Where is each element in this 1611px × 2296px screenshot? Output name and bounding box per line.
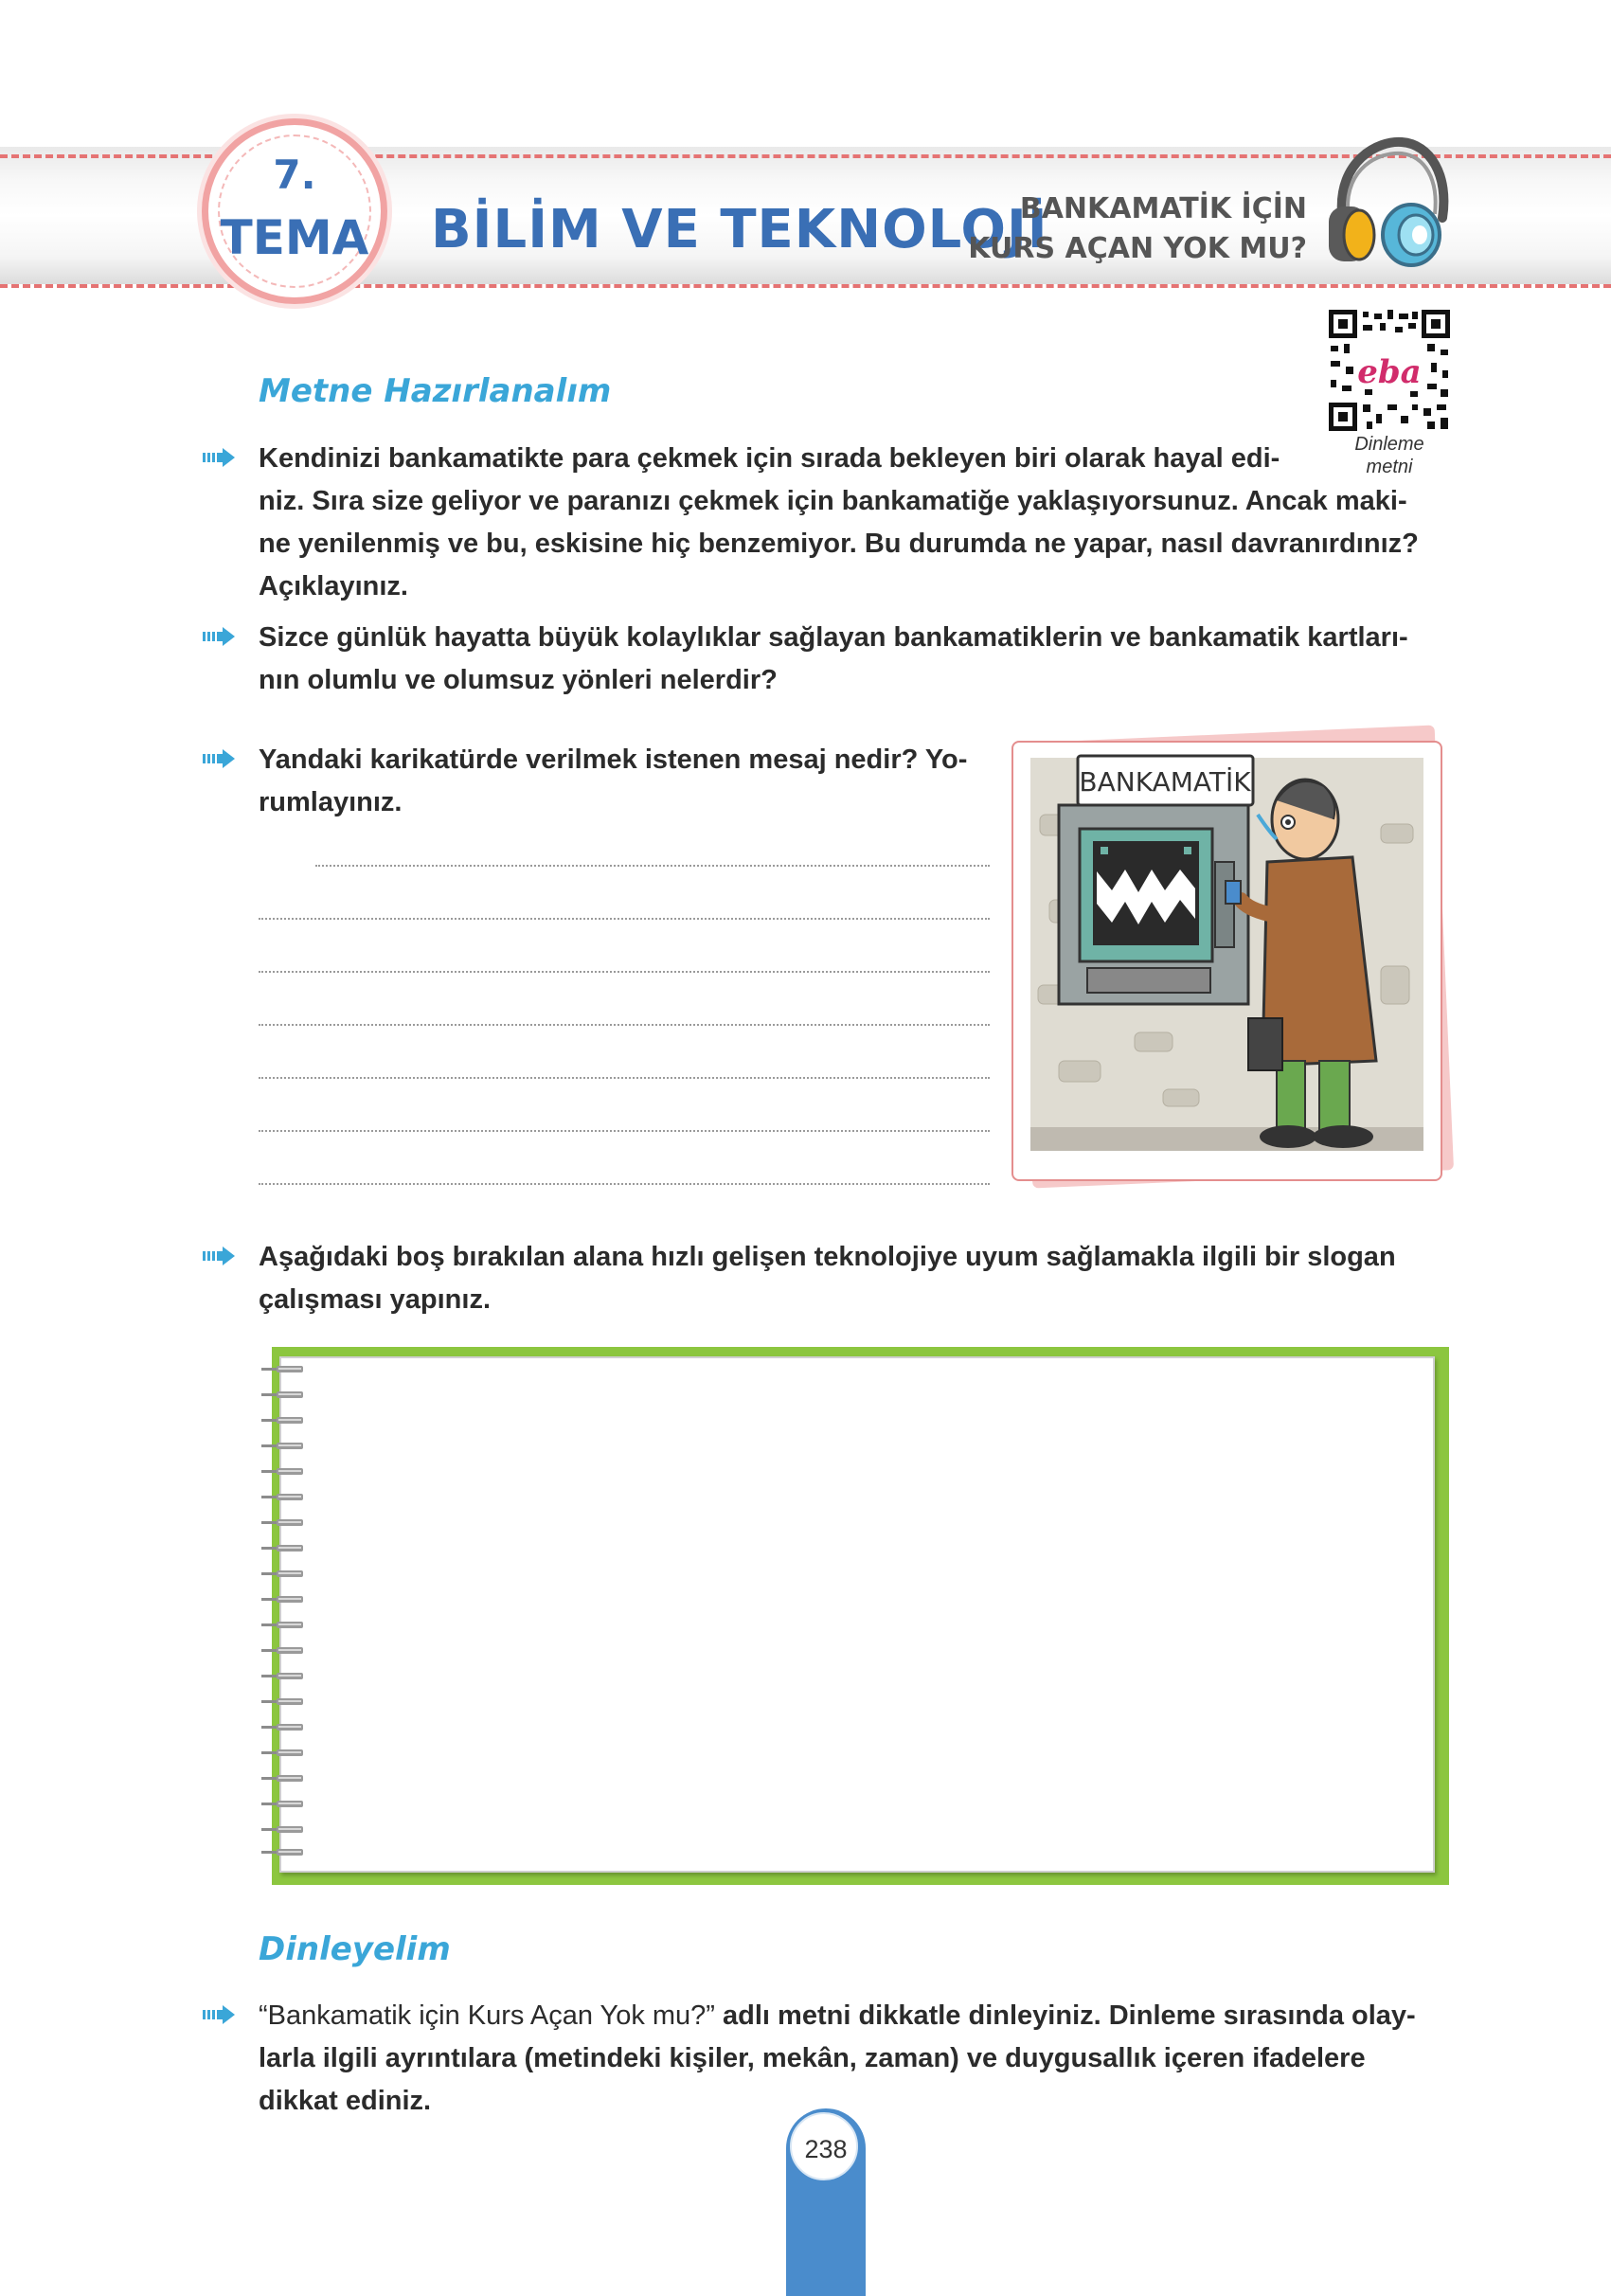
question-3-line2: rumlayınız. — [259, 787, 403, 817]
arrow-bullet-icon — [203, 748, 237, 769]
tema-number: 7. — [273, 152, 316, 198]
question-1-line4: Açıklayınız. — [259, 571, 408, 601]
section-heading-metne-hazirlanalim: Metne Hazırlanalım — [259, 372, 612, 410]
question-4-line2: çalışması yapınız. — [259, 1284, 492, 1315]
question-1-line2: niz. Sıra size geliyor ve paranızı çekmek için bankamatiğe yaklaşıyorsunuz. Ancak maki- — [259, 486, 1407, 516]
slogan-writing-area[interactable] — [279, 1356, 1435, 1873]
listening-instruction-line1 — [259, 1995, 1450, 2037]
question-4-line1: Aşağıdaki boş bırakılan alana hızlı gelişen teknolojiye uyum sağlamakla ilgili bir slogan — [259, 1242, 1396, 1272]
question-1-line1: Kendinizi bankamatikte para çekmek için sırada bekleyen biri olarak hayal edi- — [259, 443, 1280, 474]
headphones-icon — [1321, 133, 1454, 275]
question-3-line1: Yandaki karikatürde verilmek istenen mesaj nedir? Yo- — [259, 744, 968, 775]
tema-word: TEMA — [220, 210, 369, 265]
section-heading-dinleyelim: Dinleyelim — [259, 1930, 451, 1968]
atm-cartoon — [1021, 748, 1433, 1170]
qr-caption-line1: Dinleme — [1354, 434, 1424, 455]
question-4 — [259, 1236, 1450, 1321]
eba-logo-text: eba — [1357, 353, 1422, 391]
story-title — [966, 189, 1307, 269]
question-2-line1: Sizce günlük hayatta büyük kolaylıklar sağlayan bankamatiklerin ve bankamatik kartları- — [259, 622, 1408, 653]
cartoon-sign-text: BANKAMATİK — [1079, 766, 1251, 798]
answer-line-3[interactable] — [259, 971, 990, 973]
answer-line-2[interactable] — [259, 918, 990, 920]
answer-line-4[interactable] — [259, 1024, 990, 1026]
answer-line-5[interactable] — [259, 1077, 990, 1079]
listening-text-title: “Bankamatik için Kurs Açan Yok mu?” — [259, 2000, 715, 2031]
story-title-line2: KURS AÇAN YOK MU? — [968, 232, 1307, 265]
listening-instruction — [259, 1995, 1450, 2123]
question-2 — [259, 617, 1450, 702]
listening-instruction-line3: dikkat ediniz. — [259, 2086, 432, 2116]
qr-code[interactable] — [1329, 310, 1450, 431]
listening-instruction-line1-rest: adlı metni dikkatle dinleyiniz. Dinleme sırasında olay- — [714, 2000, 1416, 2031]
arrow-bullet-icon — [203, 626, 237, 647]
arrow-bullet-icon — [203, 447, 237, 468]
answer-line-6[interactable] — [259, 1130, 990, 1132]
question-1-line3: ne yenilenmiş ve bu, eskisine hiç benzemiyor. Bu durumda ne yapar, nasıl davranırdınız? — [259, 529, 1419, 559]
answer-line-1[interactable] — [315, 865, 990, 867]
answer-line-7[interactable] — [259, 1183, 990, 1185]
question-3 — [259, 739, 997, 824]
arrow-bullet-icon — [203, 2004, 237, 2025]
question-1 — [259, 438, 1450, 608]
theme-title: BİLİM VE TEKNOLOJİ — [431, 199, 1048, 260]
qr-caption-line2: metni — [1366, 457, 1413, 477]
arrow-bullet-icon — [203, 1246, 237, 1266]
story-title-line1: BANKAMATİK İÇİN — [1019, 192, 1307, 225]
notebook-spiral-rings — [261, 1366, 311, 1858]
page-number: 238 — [804, 2135, 848, 2163]
question-2-line2: nın olumlu ve olumsuz yönleri nelerdir? — [259, 665, 778, 695]
listening-instruction-line2: larla ilgili ayrıntılara (metindeki kişiler, mekân, zaman) ve duygusallık içeren ifadelere — [259, 2043, 1366, 2073]
